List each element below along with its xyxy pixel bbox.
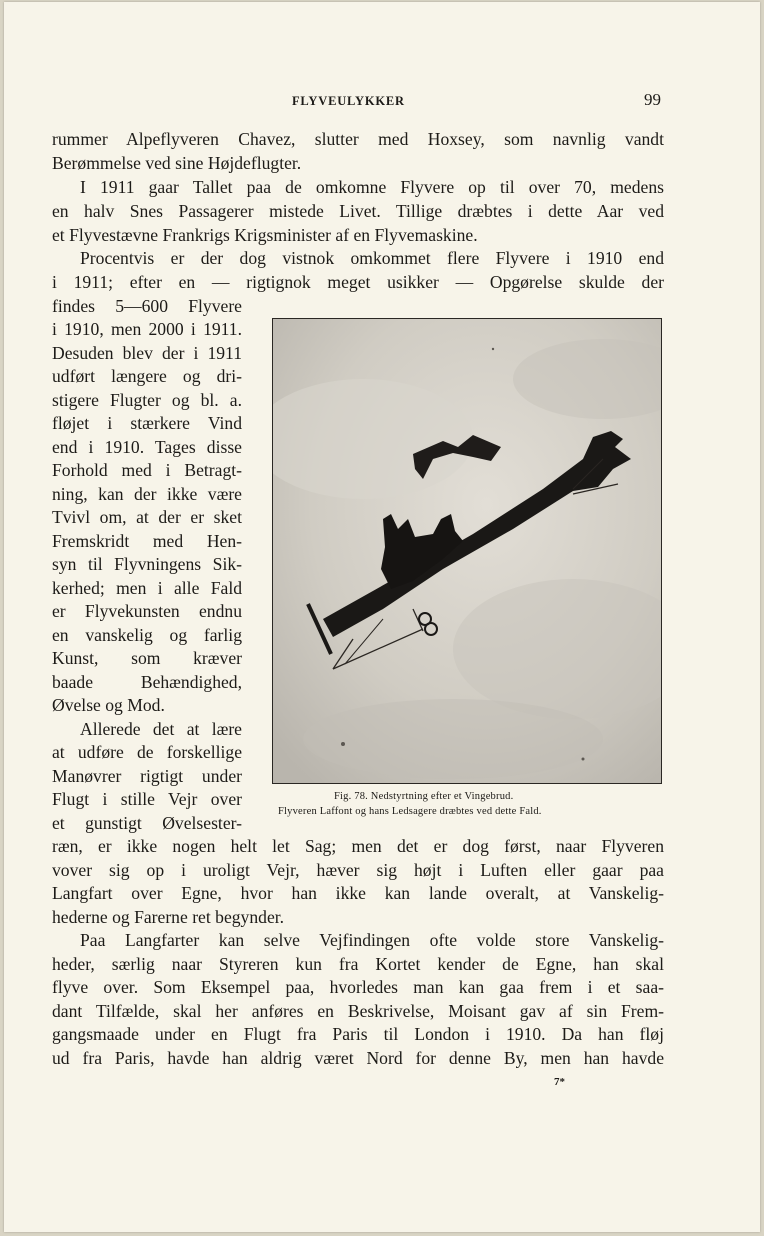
text-line: Berømmelse ved sine Højdeflugter.: [52, 153, 302, 173]
text-line: udført længere og dri-: [52, 366, 242, 386]
text-line: Langfart over Egne, hvor han ikke kan lande overalt, at Vanskelig-: [52, 883, 664, 903]
running-header: FLYVEULYKKER: [292, 94, 405, 108]
text-line: Allerede det at lære: [80, 719, 242, 739]
text-line: en halv Snes Passagerer mistede Livet. Tillige dræbtes i dette Aar ved: [52, 201, 664, 221]
text-line: syn til Flyvningens Sik-: [52, 554, 242, 574]
text-line: Desuden blev der i 1911: [52, 343, 242, 363]
book-page: [4, 2, 760, 1232]
crashing-airplane-photo: [273, 319, 661, 783]
text-line: ning, kan der ikke være: [52, 484, 242, 504]
text-line: Procentvis er der dog vistnok omkommet flere Flyvere i 1910 end: [80, 248, 664, 268]
figure-caption-line1: Fig. 78. Nedstyrtning efter et Vingebrud.: [334, 791, 514, 802]
text-line: Flugt i stille Vejr over: [52, 789, 242, 809]
text-line: stigere Flugter og bl. a.: [52, 390, 242, 410]
text-line: vover sig op i uroligt Vejr, hæver sig højt i Luften eller gaar paa: [52, 860, 664, 880]
text-line: I 1911 gaar Tallet paa de omkomne Flyvere op til over 70, medens: [80, 177, 664, 197]
text-line: kerhed; men i alle Fald: [52, 578, 242, 598]
text-line: heder, særlig naar Styreren kun fra Kortet kender de Egne, han skal: [52, 954, 664, 974]
text-line: fløjet i stærkere Vind: [52, 413, 242, 433]
text-line: Forhold med i Betragt-: [52, 460, 242, 480]
text-line: flyve over. Som Eksempel paa, hvorledes man kan gaa frem i et saa-: [52, 977, 664, 997]
text-line: hederne og Farerne ret begynder.: [52, 907, 285, 927]
text-line: Paa Langfarter kan selve Vejfindingen ofte volde store Vanskelig-: [80, 930, 664, 950]
text-line: Tvivl om, at der er sket: [52, 507, 242, 527]
text-line: baade Behændighed,: [52, 672, 242, 692]
text-line: Øvelse og Mod.: [52, 695, 165, 715]
text-line: at udføre de forskellige: [52, 742, 242, 762]
text-line: findes 5—600 Flyvere: [52, 296, 242, 316]
page-number: 99: [644, 90, 661, 109]
text-line: rummer Alpeflyveren Chavez, slutter med Hoxsey, som navnlig vandt: [52, 129, 664, 149]
text-line: Fremskridt med Hen-: [52, 531, 242, 551]
text-line: ræn, er ikke nogen helt let Sag; men det er dog først, naar Flyveren: [52, 836, 664, 856]
text-line: ud fra Paris, havde han aldrig været Nord for denne By, men han havde: [52, 1048, 664, 1068]
figure-photo: [272, 318, 662, 784]
text-line: er Flyvekunsten endnu: [52, 601, 242, 621]
text-line: end i 1910. Tages disse: [52, 437, 242, 457]
text-line: et gunstigt Øvelsester-: [52, 813, 242, 833]
text-line: Manøvrer rigtigt under: [52, 766, 242, 786]
text-line: Kunst, som kræver: [52, 648, 242, 668]
figure-caption-line2: Flyveren Laffont og hans Ledsagere dræbtes ved dette Fald.: [278, 806, 542, 817]
text-line: en vanskelig og farlig: [52, 625, 242, 645]
text-line: dant Tilfælde, skal her anføres en Beskrivelse, Moisant gav af sin Frem-: [52, 1001, 664, 1021]
text-line: i 1911; efter en — rigtignok meget usikker — Opgørelse skulde der: [52, 272, 664, 292]
text-line: gangsmaade under en Flugt fra Paris til London i 1910. Da han fløj: [52, 1024, 664, 1044]
text-line: et Flyvestævne Frankrigs Krigsminister af en Flyvemaskine.: [52, 225, 478, 245]
text-line: i 1910, men 2000 i 1911.: [52, 319, 242, 339]
signature-mark: 7*: [554, 1076, 565, 1088]
